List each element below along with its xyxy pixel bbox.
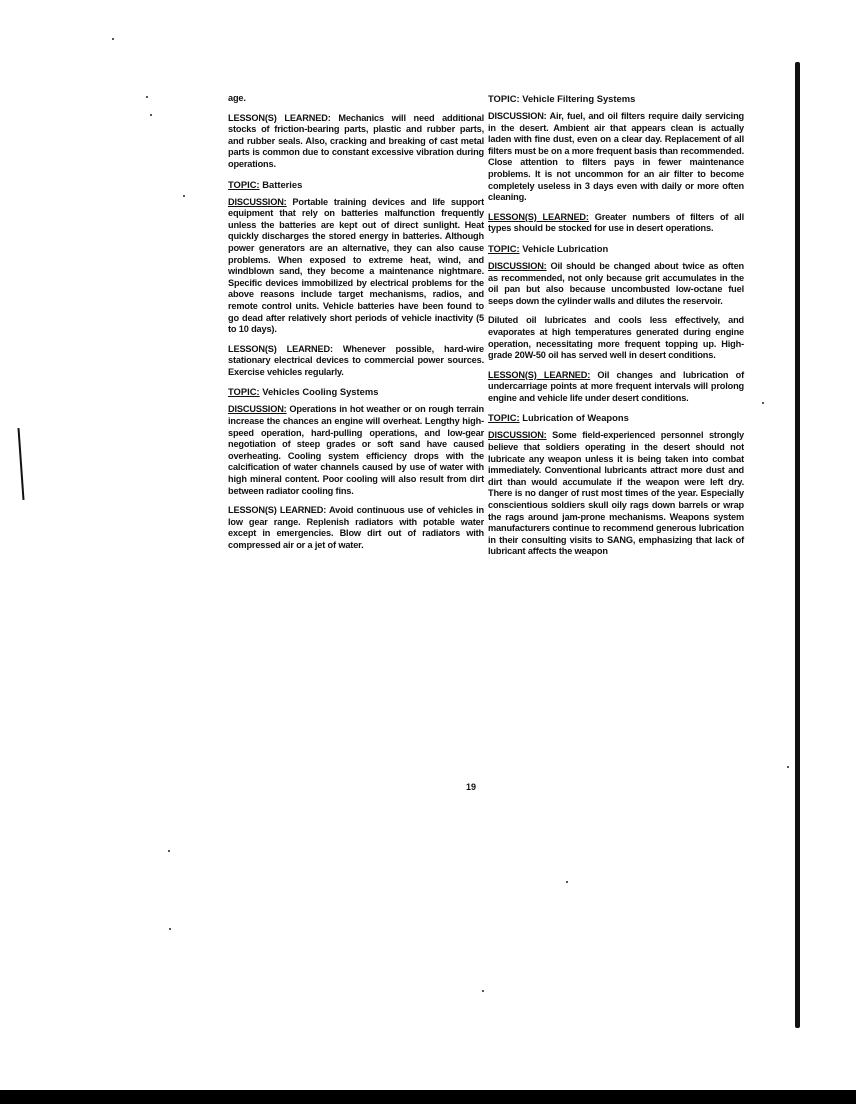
block-body: Greater numbers of filters of all types should be stocked for use in desert operations.	[488, 211, 744, 234]
block-lead: DISCUSSION:	[488, 430, 547, 441]
block-lead: LESSON(S) LEARNED:	[488, 369, 591, 380]
block-body: Mechanics will need additional stocks of friction-bearing parts, plastic and rubber parts, and rubber seals. Also, cracking and breaking of cast metal parts is common due to constant excessive vibration during operations.	[228, 112, 484, 169]
topic-label: TOPIC:	[228, 386, 260, 398]
block-body: Portable training devices and life support equipment that rely on batteries malfunction frequently unless the batteries are kept out of direct sunlight. Heat quickly discharges the stored energy in batteries. Although power generators are an alternative, they can also cause problems. When exposed to extreme heat, wind, and windblown sand, they become a maintenance nightmare. Specific devices immobilized by electrical problems for the above reasons include target mechanisms, radios, and remote control units. Vehicle batteries have been found to go dead after relatively short periods of vehicle inactivity (5 to 10 days).	[228, 196, 484, 335]
topic-title: Batteries	[259, 178, 303, 190]
scan-speck	[150, 114, 152, 116]
block-body: Whenever possible, hard-wire stationary electrical devices to commercial power sources. Exercise vehicles regularly.	[228, 343, 484, 377]
page-number: 19	[466, 782, 477, 792]
block-body: Oil changes and lubrication of undercarriage points at more frequent intervals will prolong engine and vehicle life under desert conditions.	[488, 369, 744, 403]
left-column	[228, 93, 484, 560]
right-column	[488, 93, 744, 566]
scan-speck	[787, 766, 789, 768]
scan-speck	[566, 881, 568, 883]
topic-heading	[228, 179, 484, 191]
block-body: Oil should be changed about twice as often as recommended, not only because grit accumulates in the oil pan but also because uncombusted low-octane fuel seeps down the cylinder walls and dilutes the reservoir.	[488, 260, 744, 306]
text-block	[488, 430, 744, 558]
topic-label: TOPIC:	[488, 93, 520, 104]
block-lead: LESSON(S) LEARNED:	[228, 505, 327, 516]
topic-label: TOPIC:	[488, 242, 520, 254]
topic-label: TOPIC:	[228, 178, 260, 190]
scan-speck	[169, 928, 171, 930]
text-block	[228, 344, 484, 379]
text-block	[228, 93, 484, 105]
text-block	[488, 370, 744, 405]
text-block	[488, 315, 744, 361]
text-block	[488, 111, 744, 204]
block-lead: DISCUSSION:	[228, 404, 287, 415]
topic-title: Vehicle Filtering Systems	[519, 93, 636, 104]
block-body: Avoid continuous use of vehicles in low gear range. Replenish radiators with potable water except in emergencies. Blow dirt out of radiators with compressed air or a jet of water.	[228, 505, 484, 550]
text-block	[488, 261, 744, 307]
block-body: Some field-experienced personnel strongly believe that soldiers operating in the desert should not lubricate any weapon unless it is being taken into combat immediately. Conventional lubricants attract more dust and dirt than would accumulate if the weapon were left dry. There is no danger of rust most times of the year. Especially conscientious soldiers skull oily rags down barrels or wrap the rags around jam-prone mechanisms. Weapons system manufacturers continue to recommend generous lubrication in their consulting visits to SANG, emphasizing that lack of lubricant affects the weapon	[488, 430, 744, 557]
block-body: Operations in hot weather or on rough terrain increase the chances an engine will overheat. Lengthy high-speed operation, hard-pulling operations, and low-gear negotiation of steep grades or soft sand have caused overheating. Cooling system efficiency drops with the calcification of water channels caused by use of water with high mineral content. Poor cooling will also result from dirt between radiator cooling fins.	[228, 404, 484, 496]
block-lead: DISCUSSION:	[228, 196, 287, 207]
topic-heading	[488, 93, 744, 105]
scan-speck	[762, 402, 764, 404]
block-lead: DISCUSSION:	[488, 111, 547, 121]
scan-margin-mark-left	[17, 428, 24, 500]
text-block	[228, 197, 484, 336]
scan-bottom-border	[0, 1090, 856, 1104]
topic-heading	[488, 412, 744, 424]
scan-speck	[168, 850, 170, 852]
topic-title: Lubrication of Weapons	[519, 412, 629, 424]
topic-title: Vehicle Lubrication	[519, 242, 609, 254]
topic-label: TOPIC:	[488, 412, 520, 424]
text-block	[488, 212, 744, 235]
text-block	[228, 505, 484, 551]
topic-heading	[228, 386, 484, 398]
text-block	[228, 404, 484, 497]
block-body: Air, fuel, and oil filters require daily servicing in the desert. Ambient air that appears clean is actually laden with fine dust, even on a clear day. Replacement of all filters must be on a more frequent basis than recommended. Close attention to filters pays in fewer maintenance problems. It is not uncommon for an air filter to become completely useless in 3 days even with daily or more often cleaning.	[488, 111, 744, 203]
block-lead: DISCUSSION:	[488, 260, 547, 271]
block-lead: LESSON(S) LEARNED:	[228, 343, 333, 354]
scan-speck	[183, 195, 185, 197]
scan-speck	[112, 38, 114, 40]
topic-heading	[488, 243, 744, 255]
scan-speck	[146, 96, 148, 98]
block-lead: LESSON(S) LEARNED:	[228, 112, 331, 123]
scan-margin-mark-right	[795, 62, 800, 1028]
topic-title: Vehicles Cooling Systems	[259, 386, 379, 398]
text-block	[228, 113, 484, 171]
block-body: Diluted oil lubricates and cools less effectively, and evaporates at high temperatures generated during engine operation, necessitating more frequent topping up. High-grade 20W-50 oil has served well in desert conditions.	[488, 315, 744, 361]
scan-speck	[482, 990, 484, 992]
block-body: age.	[228, 93, 246, 103]
block-lead: LESSON(S) LEARNED:	[488, 211, 589, 222]
